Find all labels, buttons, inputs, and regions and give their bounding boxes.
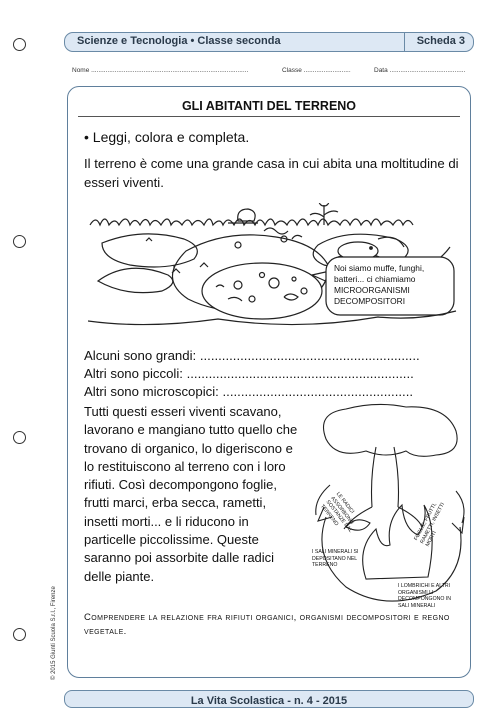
header-bar — [64, 32, 474, 52]
sheet-label: Scheda 3 — [416, 35, 465, 47]
instruction: • Leggi, colora e completa. — [84, 129, 250, 145]
binder-hole — [13, 235, 26, 248]
cycle-label-worms: I LOMBRICHI E ALTRI ORGANISMI LI DECOMPONGONO IN SALI MINERALI — [398, 583, 452, 609]
binder-hole — [13, 431, 26, 444]
binder-hole — [13, 628, 26, 641]
worksheet-title: GLI ABITANTI DEL TERRENO — [181, 99, 357, 113]
body-text: Tutti questi esseri viventi scavano, lavorano e mangiano tutto quello che trovano di organico, lo digeriscono e lo restituiscono al terreno con i loro rifiuti. Così decompongono foglie, frutti marci, erba secca, rametti, insetti morti... e li riducono in particelle piccolissime. Queste saranno poi assorbite dalle radici delle piante. — [84, 404, 298, 584]
subject-label: Scienze e Tecnologia • Classe seconda — [77, 35, 281, 47]
worksheet-card — [67, 86, 471, 678]
name-field: Nome ....................................................................................... — [72, 67, 249, 74]
cycle-label-leaves: FOGLIE, FRUTTI, RAMETTI, INSETTI MORTI — [413, 501, 446, 548]
question-big: Alcuni sono grandi: ............................................................ — [84, 348, 420, 363]
binder-hole — [13, 38, 26, 51]
cycle-label-minerals: I SALI MINERALI SI DEPOSITANO NEL TERRENO — [312, 549, 359, 569]
callout-text: Noi siamo muffe, funghi, batteri... ci chiamiamo MICROORGANISMI DECOMPOSITORI — [334, 263, 425, 306]
copyright: © 2015 Giunti Scuola S.r.l., Firenze — [51, 586, 57, 680]
class-field: Classe .......................... — [282, 67, 351, 74]
cycle-label-roots: LE RADICI ASSORBONO SOSTANZE DAL TERRENO — [319, 491, 356, 534]
question-microscopic: Altri sono microscopici: .................................................... — [84, 384, 414, 399]
header-divider — [404, 33, 405, 51]
learning-objective: Comprendere la relazione fra rifiuti organici, organismi decompositori e regno vegetale. — [84, 612, 450, 637]
title-divider — [78, 116, 460, 117]
footer-bar — [64, 690, 474, 708]
date-field: Data .......................................... — [374, 67, 466, 74]
intro-text: Il terreno è come una grande casa in cui abita una moltitudine di esseri viventi. — [84, 156, 459, 190]
question-small: Altri sono piccoli: .............................................................. — [84, 366, 414, 381]
magazine-label: La Vita Scolastica - n. 4 - 2015 — [190, 695, 348, 707]
